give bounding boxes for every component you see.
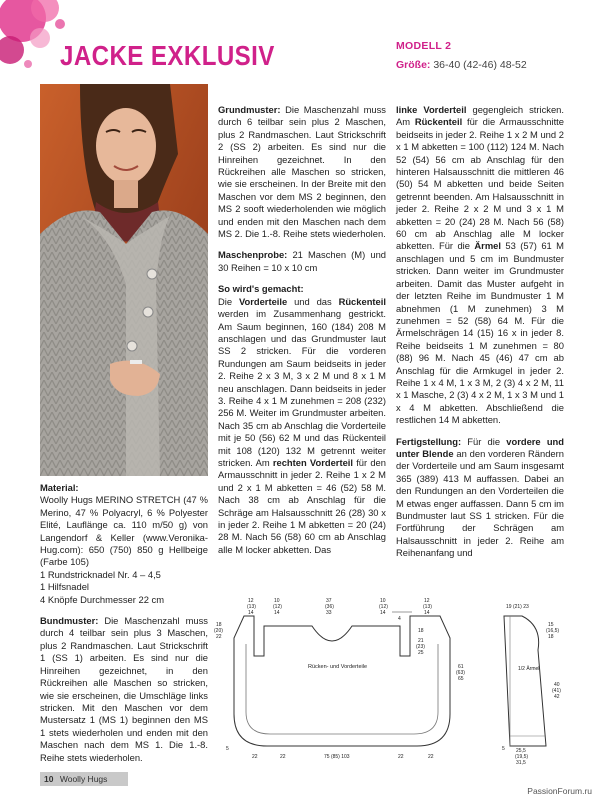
dim-label: 22 <box>216 634 222 640</box>
maschenprobe-heading: Maschenprobe: <box>218 249 288 261</box>
grundmuster-heading: Grundmuster: <box>218 104 281 115</box>
dim-label: 5 <box>502 746 505 752</box>
footer <box>44 774 107 784</box>
material-line: 4 Knöpfe Durchmesser 22 cm <box>40 593 165 605</box>
fertigstellung-text: Für die <box>467 435 501 447</box>
dim-label: 75 (85) 103 <box>324 754 350 760</box>
dim-label: (12) <box>273 604 282 610</box>
anleitung-heading: So wird's gemacht: <box>218 283 304 295</box>
maschenprobe-section <box>218 249 386 274</box>
anleitung-bold: Ärmel <box>474 240 501 252</box>
fertigstellung-text: an den vorderen Rändern der Vorderteile und am Saum insgesamt 365 (389) 413 M auffassen. Dabei an den Rundungen an den Vorderteilen die M etwas enger auffassen. Dann 5 cm im Bundmuster laut SS 1 stricken. Für die Fortführung der Schrägen am Halsausschnitt in jeder 2. Reihe am Reihenanfang und <box>396 447 564 559</box>
bundmuster-text: Die Maschenzahl muss durch 4 teilbar sein plus 3 Maschen, plus 2 Randmaschen. Laut Strickschrift 1 (SS 1) arbeiten. Es sind nur die Hinreihen gezeichnet, in den Rückreihen alle Maschen so stricken, wie sie erscheinen, die Umschläge links stricken. Mit den Maschen vor dem Mustersatz 1 (MS 1) beginnen den MS 1 stets wiederholen und enden mit den Maschen nach dem MS 1. Die 1.-8. Reihe stets wiederholen. <box>40 615 208 763</box>
dim-label: (12) <box>379 604 388 610</box>
anleitung-continued <box>396 104 564 427</box>
bundmuster-heading: Bundmuster: <box>40 615 99 627</box>
size-value: 36-40 (42-46) 48-52 <box>433 59 527 71</box>
body-label: Rücken- und Vorderteile <box>308 664 368 670</box>
body-outline <box>234 616 450 746</box>
dim-label: (36) <box>325 604 334 610</box>
dim-label: 22 <box>252 754 258 760</box>
anleitung-bold: rechten Vorderteil <box>272 456 353 468</box>
material-line: 1 Hilfsnadel <box>40 581 89 593</box>
middle-column <box>218 104 386 556</box>
anleitung-bold: Vorderteile <box>238 295 288 307</box>
material-heading: Material: <box>40 482 79 493</box>
sleeve-label: 1/2 Ärmel <box>518 666 540 672</box>
dim-label: 15 <box>548 622 554 628</box>
knitting-schematic <box>212 596 582 766</box>
grundmuster-section <box>218 104 386 240</box>
fertigstellung-bold: vordere und unter Blende <box>396 435 565 459</box>
material-line: 1 Rundstricknadel Nr. 4 – 4,5 <box>40 568 161 580</box>
footer-brand: Woolly Hugs <box>59 774 108 784</box>
dim-label: 33 <box>326 610 332 616</box>
fertigstellung-heading: Fertigstellung: <box>396 435 462 447</box>
dim-label: 12 <box>248 598 254 604</box>
dim-label: (13) <box>423 604 432 610</box>
dim-label: 14 <box>274 610 280 616</box>
anleitung-bold: linke Vorderteil <box>396 104 467 115</box>
anleitung-section <box>218 283 386 556</box>
dim-label: 31,5 <box>516 760 526 766</box>
dim-label: 40 <box>554 682 560 688</box>
dim-label: 14 <box>424 610 430 616</box>
dim-label: 10 <box>380 598 386 604</box>
dim-label: 18 <box>418 628 424 634</box>
dim-label: (20) <box>214 628 223 634</box>
dim-label: 18 <box>548 634 554 640</box>
dim-label: (23) <box>416 644 425 650</box>
dim-label: 19 (21) 23 <box>506 604 529 610</box>
dim-label: 12 <box>424 598 430 604</box>
dim-label: 14 <box>380 610 386 616</box>
left-column <box>40 482 208 773</box>
fertigstellung-section <box>396 436 564 560</box>
dim-label: 5 <box>226 746 229 752</box>
dim-label: 14 <box>248 610 254 616</box>
anleitung-text: gegengleich stricken. Am <box>396 104 564 128</box>
anleitung-text: für die Armausschnitte beidseits in jeder 2. Reihe 1 x 2 M und 2 x 1 M abketten = 100 (112) 124 M. Nach 52 (54) 56 cm ab Anschlag für den hinteren Halsausschnitt die mittleren 46 (50) 54 M abketten und beide Seiten getrennt beenden. Am Halsausschnitt in jeder 2. Reihe 2 x 2 M und 3 x 1 M abketten = 20 (24) 28 M. Nach 56 (58) 60 cm ab Anschlag alle M locker abketten. Für die <box>396 116 565 252</box>
anleitung-text: 53 (57) 61 M anschlagen und 5 cm im Bundmuster stricken. Dann weiter im Grundmuster arbeiten. Damit das Muster aufgeht in der letzten Reihe im Bundmuster 1 M abnehmen (1 M zunehmen) 3 M zunehmen = 52 (58) 64 M. Für die Ärmelschrägen 14 (15) 16 x in jeder 8. Reihe beidseits 1 M zunehmen = 80 (88) 96 M. Nach 45 (46) 47 cm ab Anschlag für die Armkugel in jeder 2. Reihe 1 x 4 M, 1 x 3 M, 2 (3) 4 x 2 M, 11 x 1 Masche, 2 (3) 4 x 2 M, 1 x 3 M und 1 x 4 M abketten. Abschließend die restlichen 14 M abketten. <box>396 240 564 426</box>
anleitung-bold: Rückenteil <box>414 116 463 128</box>
anleitung-text: werden im Zusammenhang gestrickt. Am Saum beginnen, 160 (184) 208 M anschlagen und das Grundmuster laut SS 2 stricken. Für die vorderen Rundungen am Saum beidseits in jeder 2. Reihe 2 x 3 M, 3 x 2 M und 8 x 1 M neu anschlagen. Dann beidseits in jeder 3. Reihe 4 x 1 M zunehmen = 208 (232) 256 M. Weiter im Grundmuster arbeiten. Nach 35 cm ab Anschlag die Vorderteile mit je 50 (56) 62 M und das Rückenteil mit 108 (120) 132 M getrennt weiter stricken. Am <box>218 308 386 468</box>
right-column <box>396 104 564 569</box>
dim-label: 25 <box>418 650 424 656</box>
dim-label: 37 <box>326 598 332 604</box>
dim-label: 42 <box>554 694 560 700</box>
dim-label: 22 <box>428 754 434 760</box>
dim-label: 4 <box>398 616 401 622</box>
dim-label: (41) <box>552 688 561 694</box>
material-line: Woolly Hugs MERINO STRETCH (47 % Merino, 47 % Polyacryl, 6 % Polyester Elité, Lauflänge ca. 110 m/50 g) von Langendorf & Keller (www.Veronika-Hug.com): 650 (750) 850 g Hellbeige (Farbe 105) <box>40 494 208 568</box>
dim-label: 25,5 <box>516 748 526 754</box>
size-label: Größe: <box>396 59 431 71</box>
grundmuster-text: Die Maschenzahl muss durch 6 teilbar sein plus 2 Maschen, plus 2 Randmaschen. Laut Strickschrift 2 (SS 2) arbeiten. Es sind nur die Hinreihen gezeichnet. In den Rückreihen alle Maschen so stricken, wie sie erscheinen. In der Breite mit den Maschen vor dem MS 2 beginnen, den MS 2 sooft wiederholenden wie möglich und enden mit den Maschen nach dem MS 2. Die 1.-8. Reihe stets wiederholen. <box>218 104 386 240</box>
dim-label: (13) <box>247 604 256 610</box>
model-label: MODELL 2 <box>396 40 452 52</box>
maschenprobe-text: 21 Maschen (M) und 30 Reihen = 10 x 10 cm <box>218 249 386 273</box>
anleitung-text: für den Armausschnitt in jeder 2. Reihe 1 x 2 M und 2 x 1 M abketten = 46 (52) 58 M. Nach 38 cm ab Anschlag für die Schräge am Halsausschnitt 26 (28) 30 x in jeder 2. Reihe 1 M abketten = 20 (24) 28 M. Nach 56 (58) 60 cm ab Anschlag alle M locker abketten. Das <box>218 456 386 555</box>
dim-label: (16,5) <box>546 628 560 634</box>
size-line <box>396 59 527 71</box>
anleitung-text: Die <box>218 295 233 307</box>
dim-label: 22 <box>398 754 404 760</box>
dim-label: 65 <box>458 676 464 682</box>
dim-label: 18 <box>216 622 222 628</box>
dim-label: 21 <box>418 638 424 644</box>
watermark: PassionForum.ru <box>527 786 592 796</box>
anleitung-text: und das <box>294 295 332 307</box>
material-section <box>40 482 208 606</box>
page-title: JACKE EXKLUSIV <box>60 40 275 71</box>
dim-label: (19,5) <box>515 754 529 760</box>
dim-label: 22 <box>280 754 286 760</box>
dim-label: 10 <box>274 598 280 604</box>
page-number: 10 <box>44 774 54 784</box>
anleitung-bold: Rückenteil <box>338 295 386 307</box>
model-photo <box>40 84 208 476</box>
body-inner-outline <box>246 644 438 734</box>
bundmuster-section <box>40 615 208 764</box>
dim-label: (63) <box>456 670 465 676</box>
dim-label: 61 <box>458 664 464 670</box>
